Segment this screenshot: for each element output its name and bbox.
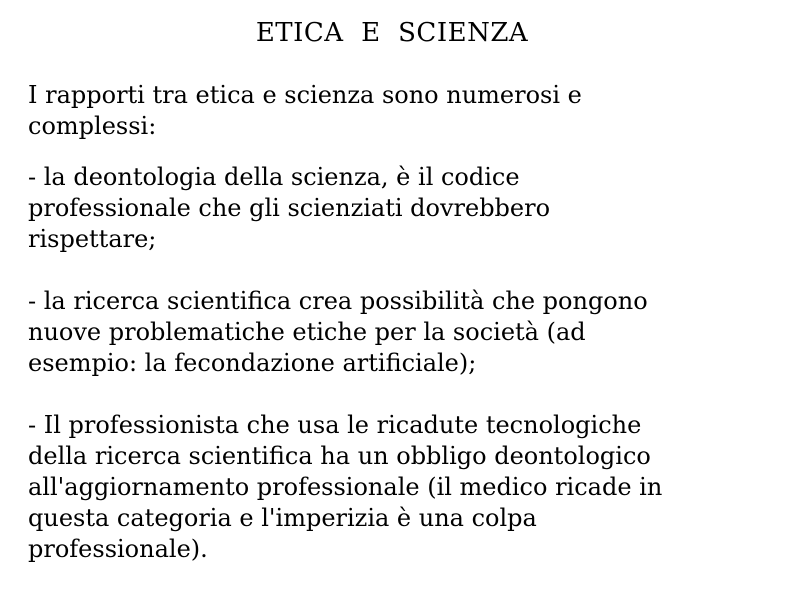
text-line: - Il professionista che usa le ricadute tecnologiche <box>28 411 642 439</box>
slide-title: ETICA E SCIENZA <box>255 18 529 48</box>
text-line: I rapporti tra etica e scienza sono numerosi e <box>28 81 582 109</box>
text-line: della ricerca scientifica ha un obbligo deontologico <box>28 442 651 470</box>
bullet-point-research <box>28 286 768 379</box>
text-line: complessi: <box>28 112 157 140</box>
text-line: professionale che gli scienziati dovrebbero <box>28 194 551 222</box>
intro-paragraph <box>28 80 768 142</box>
text-line: questa categoria e l'imperizia è una colpa <box>28 504 537 532</box>
text-line: - la deontologia della scienza, è il codice <box>28 163 520 191</box>
bullet-point-professional <box>28 410 768 565</box>
bullet-point-deontology <box>28 162 768 255</box>
text-line: all'aggiornamento professionale (il medico ricade in <box>28 473 663 501</box>
text-line: esempio: la fecondazione artificiale); <box>28 349 477 377</box>
text-line: - la ricerca scientifica crea possibilità che pongono <box>28 287 648 315</box>
text-line: professionale). <box>28 535 208 563</box>
text-line: nuove problematiche etiche per la società (ad <box>28 318 586 346</box>
text-line: rispettare; <box>28 225 157 253</box>
